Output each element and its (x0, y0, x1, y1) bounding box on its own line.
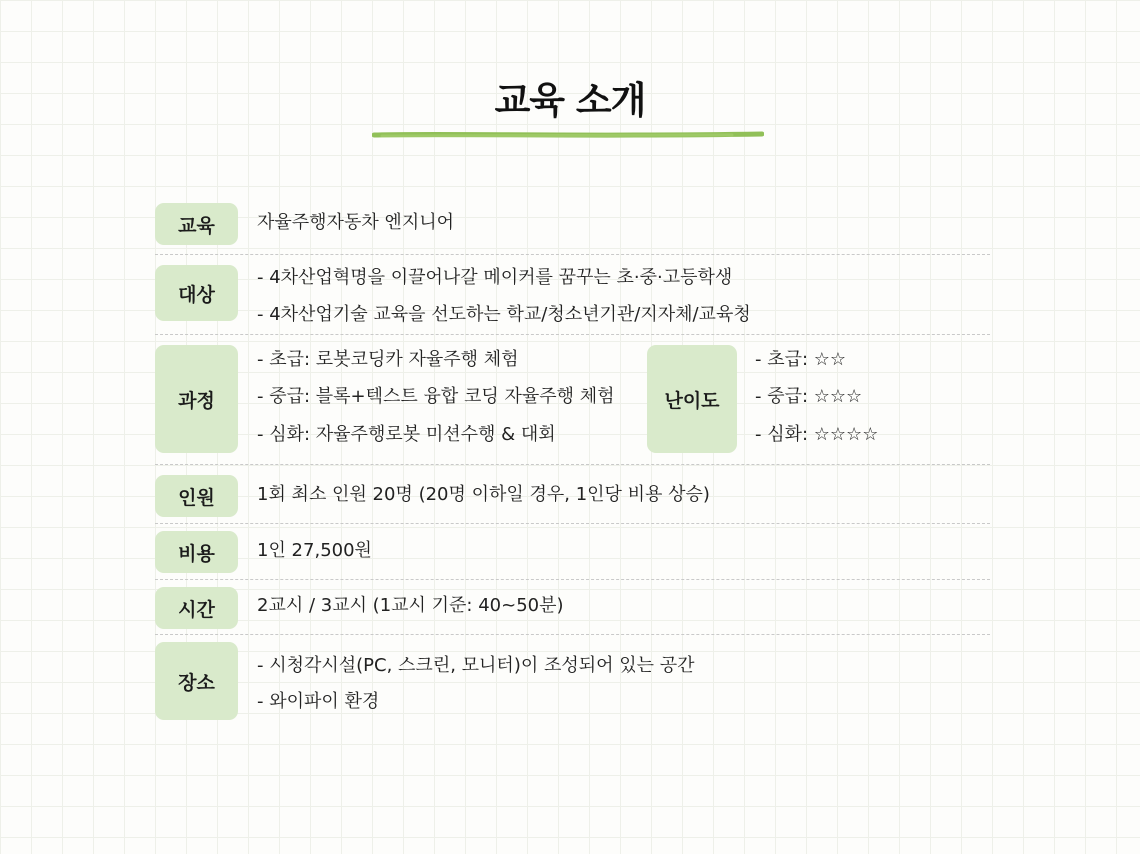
place-line-2: - 와이파이 환경 (257, 691, 380, 712)
difficulty-line-2 (755, 386, 862, 408)
label-education: 교육 (155, 203, 238, 245)
divider (155, 579, 990, 580)
target-line-2: - 4차산업기술 교육을 선도하는 학교/청소년기관/지자체/교육청 (257, 304, 751, 325)
star-rating-icon: ☆☆☆☆ (813, 424, 879, 445)
label-course: 과정 (155, 345, 238, 453)
course-line-3: - 심화: 자율주행로봇 미션수행 & 대회 (257, 424, 556, 445)
divider (155, 523, 990, 524)
label-target: 대상 (155, 265, 238, 321)
divider (155, 334, 990, 335)
difficulty-level-label: - 중급: (755, 386, 814, 407)
difficulty-level-label: - 심화: (755, 424, 814, 445)
label-place: 장소 (155, 642, 238, 720)
difficulty-level-label: - 초급: (755, 349, 814, 370)
label-difficulty: 난이도 (647, 345, 737, 453)
star-rating-icon: ☆☆☆ (813, 386, 863, 407)
star-rating-icon: ☆☆ (813, 349, 847, 370)
place-line-1: - 시청각시설(PC, 스크린, 모니터)이 조성되어 있는 공간 (257, 655, 695, 676)
people-value: 1회 최소 인원 20명 (20명 이하일 경우, 1인당 비용 상승) (257, 484, 710, 505)
title-underline-brush (372, 131, 764, 139)
difficulty-line-3 (755, 424, 878, 446)
label-time: 시간 (155, 587, 238, 629)
education-value: 자율주행자동차 엔지니어 (257, 212, 454, 233)
course-line-1: - 초급: 로봇코딩카 자율주행 체험 (257, 349, 519, 370)
label-people: 인원 (155, 475, 238, 517)
target-line-1: - 4차산업혁명을 이끌어나갈 메이커를 꿈꾸는 초·중·고등학생 (257, 267, 733, 288)
divider (155, 254, 990, 255)
cost-value: 1인 27,500원 (257, 540, 372, 561)
course-line-2: - 중급: 블록+텍스트 융합 코딩 자율주행 체험 (257, 386, 615, 407)
label-cost: 비용 (155, 531, 238, 573)
divider (155, 634, 990, 635)
difficulty-line-1 (755, 349, 846, 371)
page-title: 교육 소개 (494, 79, 646, 122)
divider (155, 464, 990, 465)
time-value: 2교시 / 3교시 (1교시 기준: 40~50분) (257, 595, 564, 616)
